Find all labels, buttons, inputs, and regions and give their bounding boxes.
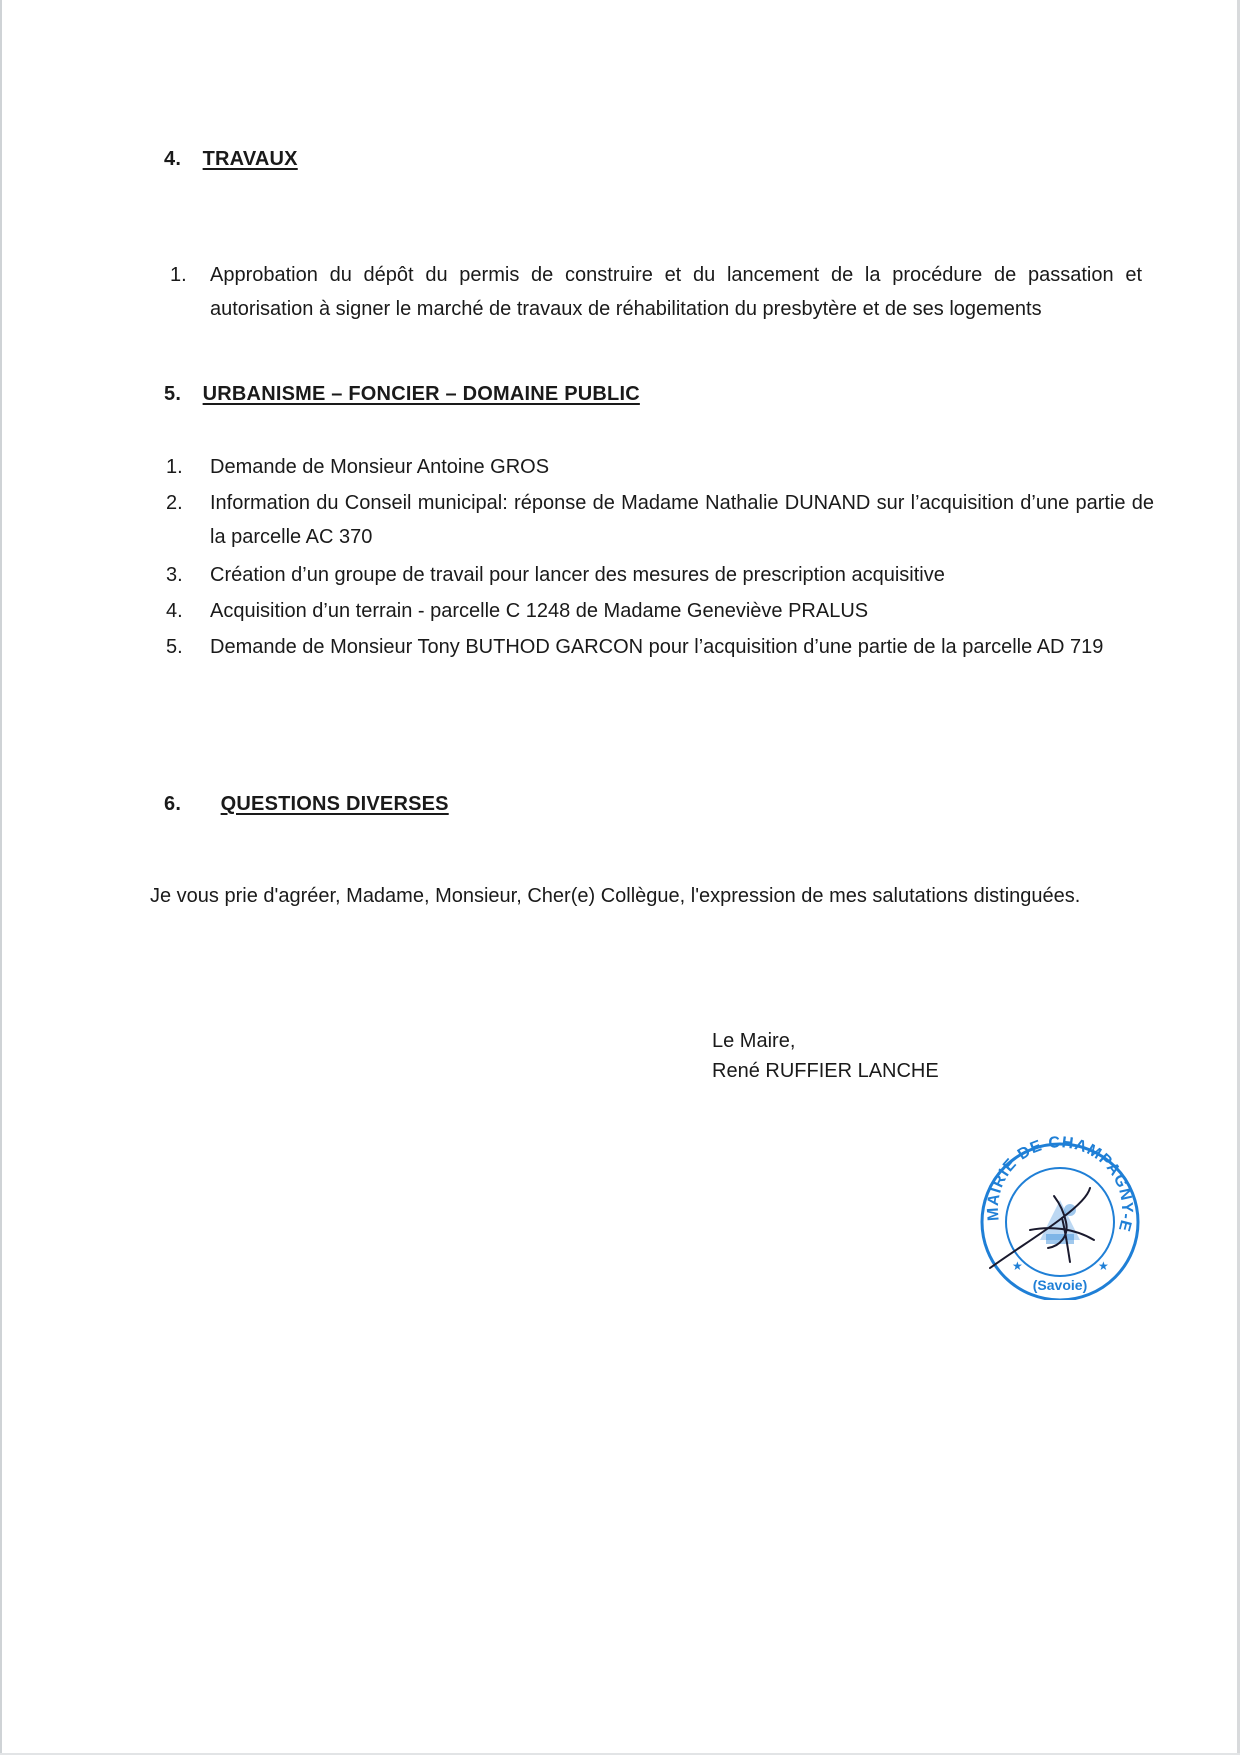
- section-4-number: 4.: [164, 148, 182, 170]
- svg-text:(Savoie): (Savoie): [1032, 1277, 1088, 1293]
- section-4-item-1: [166, 258, 1156, 328]
- signature-role: Le Maire,: [712, 1030, 796, 1052]
- official-stamp-graphic: [970, 1130, 1150, 1300]
- scan-edge-left: [0, 0, 2, 1755]
- section-4-item-1-number: 1.: [170, 264, 187, 286]
- section-5-item-2-text: Information du Conseil municipal: réponse de Madame Nathalie DUNAND sur l’acquisition d’une partie de la parcelle AC 370: [210, 492, 1154, 548]
- star-icon: ★: [1012, 1259, 1023, 1273]
- section-4-item-1-text: Approbation du dépôt du permis de construire et du lancement de la procédure de passation et autorisation à signer le marché de travaux de réhabilitation du presbytère et de ses logements: [210, 264, 1142, 320]
- section-5-item-1-number: 1.: [166, 456, 183, 478]
- star-icon: ★: [1098, 1259, 1109, 1273]
- section-5-title: URBANISME – FONCIER – DOMAINE PUBLIC: [202, 383, 640, 405]
- signature-name: René RUFFIER LANCHE: [712, 1060, 939, 1082]
- section-5-item-4-text: Acquisition d’un terrain - parcelle C 1248 de Madame Geneviève PRALUS: [210, 600, 869, 622]
- section-5-item-2-number: 2.: [166, 492, 183, 514]
- svg-text:MAIRIE DE CHAMPAGNY-EN-VANOISE: MAIRIE DE CHAMPAGNY-E: [984, 1134, 1136, 1234]
- section-5-item-3: [166, 558, 1156, 592]
- section-5-item-5-text: Demande de Monsieur Tony BUTHOD GARCON pour l’acquisition d’une partie de la parcelle AD 719: [210, 636, 1104, 658]
- section-5-number: 5.: [164, 383, 182, 405]
- official-stamp: [970, 1130, 1150, 1300]
- section-5-item-3-number: 3.: [166, 564, 183, 586]
- section-5-item-2: [166, 486, 1156, 554]
- signature-block: [712, 1026, 939, 1086]
- section-5-item-4-number: 4.: [166, 600, 183, 622]
- section-5-item-5: [166, 630, 1156, 698]
- section-4-heading: [164, 148, 298, 171]
- section-6-heading: [164, 793, 449, 816]
- section-5-item-5-number: 5.: [166, 636, 183, 658]
- closing-paragraph: Je vous prie d'agréer, Madame, Monsieur, Cher(e) Collègue, l'expression de mes salutations distinguées.: [150, 885, 1081, 907]
- section-6-number: 6.: [164, 793, 182, 815]
- section-4-title: TRAVAUX: [202, 148, 298, 170]
- section-6-title: QUESTIONS DIVERSES: [220, 793, 449, 815]
- section-5-heading: [164, 383, 640, 406]
- section-5-item-1-text: Demande de Monsieur Antoine GROS: [210, 456, 550, 478]
- section-5-item-1: [166, 450, 1156, 484]
- section-5-item-3-text: Création d’un groupe de travail pour lancer des mesures de prescription acquisitive: [210, 564, 945, 586]
- section-5-item-4: [166, 594, 1156, 628]
